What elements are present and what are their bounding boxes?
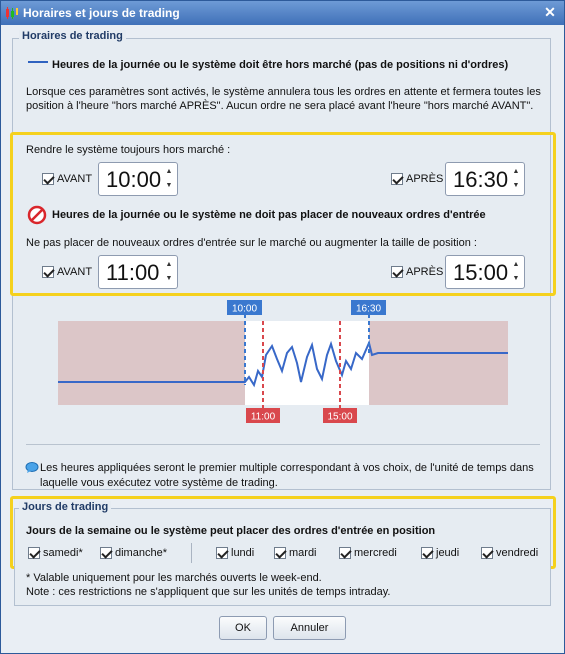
offmarket-legend-text: Heures de la journée ou le système doit être hors marché (pas de positions ni d'ordres): [52, 59, 509, 71]
weekend-note: * Valable uniquement pour les marchés ouverts le week-end.: [26, 572, 322, 584]
chart-candles-icon: [5, 6, 19, 20]
noentry-before-time-spinner[interactable]: [98, 255, 178, 289]
trading-days-group-title: Jours de trading: [19, 501, 111, 513]
trading-days-heading: Jours de la semaine ou le système peut placer des ordres d'entrée en position: [26, 525, 436, 537]
offmarket-before-time-spinner[interactable]: [98, 162, 178, 196]
noentry-before-marker: 11:00: [250, 411, 276, 423]
day-checkbox-lundi[interactable]: [216, 547, 228, 559]
offmarket-before-label: AVANT: [57, 173, 93, 185]
noentry-after-checkbox[interactable]: [391, 266, 403, 278]
ok-button[interactable]: OK: [219, 616, 267, 640]
day-label-dimanche: dimanche*: [115, 547, 167, 559]
title-bar[interactable]: [1, 1, 564, 25]
close-icon[interactable]: ✕: [544, 4, 556, 20]
offmarket-after-marker: 16:30: [355, 303, 382, 315]
spin-down-icon[interactable]: ▼: [165, 275, 173, 282]
offmarket-after-time-spinner[interactable]: [445, 162, 525, 196]
spinner-arrows: [510, 259, 522, 285]
day-checkbox-mercredi[interactable]: [339, 547, 351, 559]
noentry-after-time-value[interactable]: 15:00: [453, 260, 509, 285]
window-title: Horaires et jours de trading: [23, 6, 180, 20]
info-text: Les heures appliquées seront le premier multiple correspondant à vos choix, de l'unité de temps dans laquelle vous exécutez votre système de trading.: [40, 462, 534, 489]
spinner-arrows: [510, 166, 522, 192]
spin-up-icon[interactable]: ▲: [165, 168, 173, 175]
legend-blue-line-icon: [28, 59, 48, 65]
day-label-mercredi: mercredi: [354, 547, 397, 559]
spin-up-icon[interactable]: ▲: [512, 261, 520, 268]
spinner-arrows: [163, 166, 175, 192]
day-label-mardi: mardi: [289, 547, 317, 559]
noentry-before-label: AVANT: [57, 266, 93, 278]
spin-up-icon[interactable]: ▲: [165, 261, 173, 268]
day-checkbox-samedi[interactable]: [28, 547, 40, 559]
spin-down-icon[interactable]: ▼: [165, 182, 173, 189]
spin-down-icon[interactable]: ▼: [512, 182, 520, 189]
day-checkbox-vendredi[interactable]: [481, 547, 493, 559]
intraday-note: Note : ces restrictions ne s'appliquent que sur les unités de temps intraday.: [26, 586, 391, 598]
noentry-heading: Heures de la journée ou le système ne doit pas placer de nouveaux ordres d'entrée: [52, 209, 486, 221]
noentry-label: Ne pas placer de nouveaux ordres d'entrée sur le marché ou augmenter la taille de position :: [26, 237, 477, 249]
offmarket-after-label: APRÈS: [406, 173, 444, 185]
day-checkbox-mardi[interactable]: [274, 547, 286, 559]
spin-up-icon[interactable]: ▲: [512, 168, 520, 175]
cancel-button[interactable]: Annuler: [273, 616, 346, 640]
divider: [26, 444, 540, 445]
offmarket-before-marker: 10:00: [231, 303, 258, 315]
day-label-samedi: samedi*: [43, 547, 83, 559]
day-label-vendredi: vendredi: [496, 547, 539, 559]
noentry-after-label: APRÈS: [406, 266, 444, 278]
info-bubble-icon: [25, 462, 39, 474]
offmarket-before-time-value[interactable]: 10:00: [106, 167, 162, 192]
trading-hours-diagram: [51, 299, 516, 425]
weekend-separator: [191, 543, 192, 563]
noentry-before-checkbox[interactable]: [42, 266, 54, 278]
trading-hours-group-title: Horaires de trading: [19, 30, 126, 42]
offmarket-after-time-value[interactable]: 16:30: [453, 167, 509, 192]
day-checkbox-dimanche[interactable]: [100, 547, 112, 559]
noentry-after-time-spinner[interactable]: [445, 255, 525, 289]
day-checkbox-jeudi[interactable]: [421, 547, 433, 559]
day-label-lundi: lundi: [231, 547, 255, 559]
spinner-arrows: [163, 259, 175, 285]
day-label-jeudi: jeudi: [436, 547, 460, 559]
offmarket-after-checkbox[interactable]: [391, 173, 403, 185]
offmarket-label: Rendre le système toujours hors marché :: [26, 144, 231, 156]
offmarket-before-checkbox[interactable]: [42, 173, 54, 185]
spin-down-icon[interactable]: ▼: [512, 275, 520, 282]
noentry-before-time-value[interactable]: 11:00: [106, 260, 160, 285]
noentry-after-marker: 15:00: [327, 411, 353, 423]
hours-description: Lorsque ces paramètres sont activés, le système annulera tous les ordres en attente et fermera toutes les position à l'heure "hors marché APRÈS". Aucun ordre ne sera placé avant l'heure "hors marché AVANT".: [26, 86, 541, 112]
no-entry-icon: [27, 205, 47, 225]
